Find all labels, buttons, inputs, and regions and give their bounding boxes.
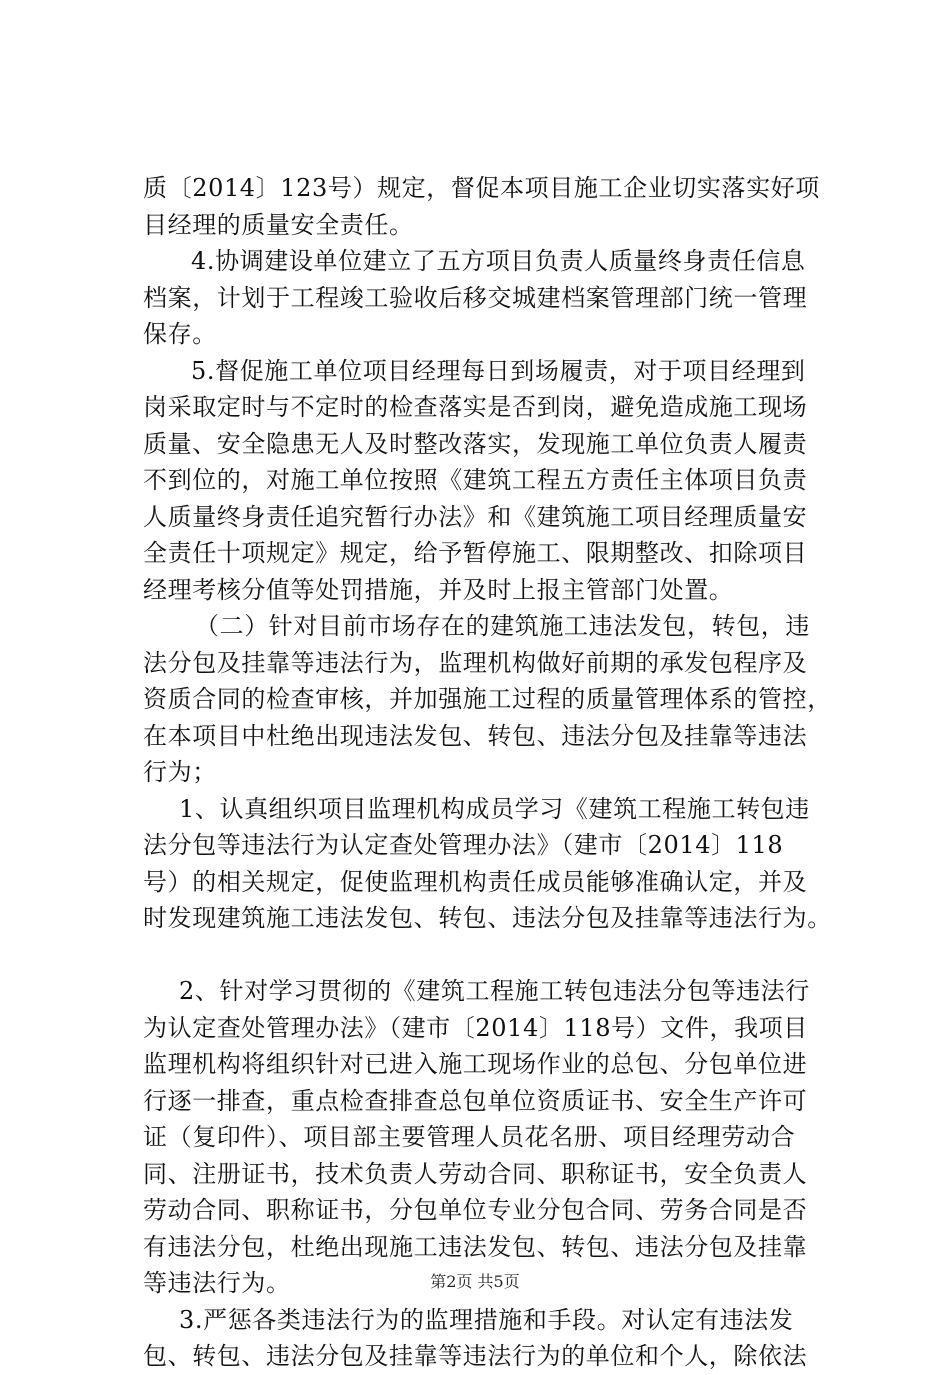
text-line: 证（复印件）、项目部主要管理人员花名册、项目经理劳动合 (143, 1123, 796, 1151)
text-line: 法分包等违法行为认定查处管理办法》（建市〔2014〕118 (143, 831, 784, 859)
text-line: 同、注册证书，技术负责人劳动合同、职称证书，安全负责人 (143, 1159, 808, 1188)
document-body (143, 170, 833, 1375)
text-line: 行逐一排查，重点检查排查总包单位资质证书、安全生产许可 (143, 1086, 808, 1115)
text-line: 监理机构将组织针对已进入施工现场作业的总包、分包单位进 (143, 1050, 808, 1078)
text-line: 经理考核分值等处罚措施，并及时上报主管部门处置。 (143, 575, 734, 604)
text-line: 质〔2014〕123号）规定，督促本项目施工企业切实落实好项 (143, 174, 820, 202)
text-line: 2、针对学习贯彻的《建筑工程施工转包违法分包等违法行 (179, 977, 810, 1005)
text-line: 质量、安全隐患无人及时整改落实，发现施工单位负责人履责 (143, 429, 808, 458)
text-line: 人质量终身责任追究暂行办法》和《建筑施工项目经理质量安 (143, 502, 808, 531)
text-line: 5.督促施工单位项目经理每日到场履责，对于项目经理到 (191, 356, 806, 385)
text-line: 岗采取定时与不定时的检查落实是否到岗，避免造成施工现场 (143, 393, 808, 421)
text-line: 劳动合同、职称证书，分包单位专业分包合同、劳务合同是否 (143, 1196, 808, 1224)
text-line: 有违法分包，杜绝出现施工违法发包、转包、违法分包及挂靠 (143, 1232, 808, 1261)
text-line: 目经理的质量安全责任。 (143, 210, 414, 239)
text-line: 在本项目中杜绝出现违法发包、转包、违法分包及挂靠等违法 (143, 721, 808, 750)
text-line: 全责任十项规定》规定，给予暂停施工、限期整改、扣除项目 (143, 539, 808, 567)
text-line: 4.协调建设单位建立了五方项目负责人质量终身责任信息 (191, 247, 806, 275)
paragraph-gap (143, 937, 833, 974)
text-line: 3.严惩各类违法行为的监理措施和手段。对认定有违法发 (179, 1305, 794, 1334)
text-line: 1、认真组织项目监理机构成员学习《建筑工程施工转包违 (179, 794, 810, 823)
text-line: 时发现建筑施工违法发包、转包、违法分包及挂靠等违法行为。 (143, 904, 832, 932)
text-line: 档案，计划于工程竣工验收后移交城建档案管理部门统一管理 (143, 283, 808, 312)
text-line: 不到位的，对施工单位按照《建筑工程五方责任主体项目负责 (143, 466, 808, 494)
text-line: 等违法行为。 (143, 1269, 291, 1297)
text-line: 行为； (143, 758, 217, 786)
text-line: 法分包及挂靠等违法行为，监理机构做好前期的承发包程序及 (143, 648, 808, 677)
text-line: 保存。 (143, 320, 217, 348)
text-line: （二）针对目前市场存在的建筑施工违法发包，转包，违 (195, 612, 810, 640)
text-line: 资质合同的检查审核，并加强施工过程的质量管理体系的管控， (143, 685, 832, 713)
page-footer: 第2页 共5页 (430, 1272, 520, 1291)
text-line: 为认定查处管理办法》（建市〔2014〕118号）文件，我项目 (143, 1013, 808, 1042)
text-line: 号）的相关规定，促使监理机构责任成员能够准确认定，并及 (143, 867, 808, 896)
text-line: 包、转包、违法分包及挂靠等违法行为的单位和个人，除依法 (143, 1342, 808, 1370)
